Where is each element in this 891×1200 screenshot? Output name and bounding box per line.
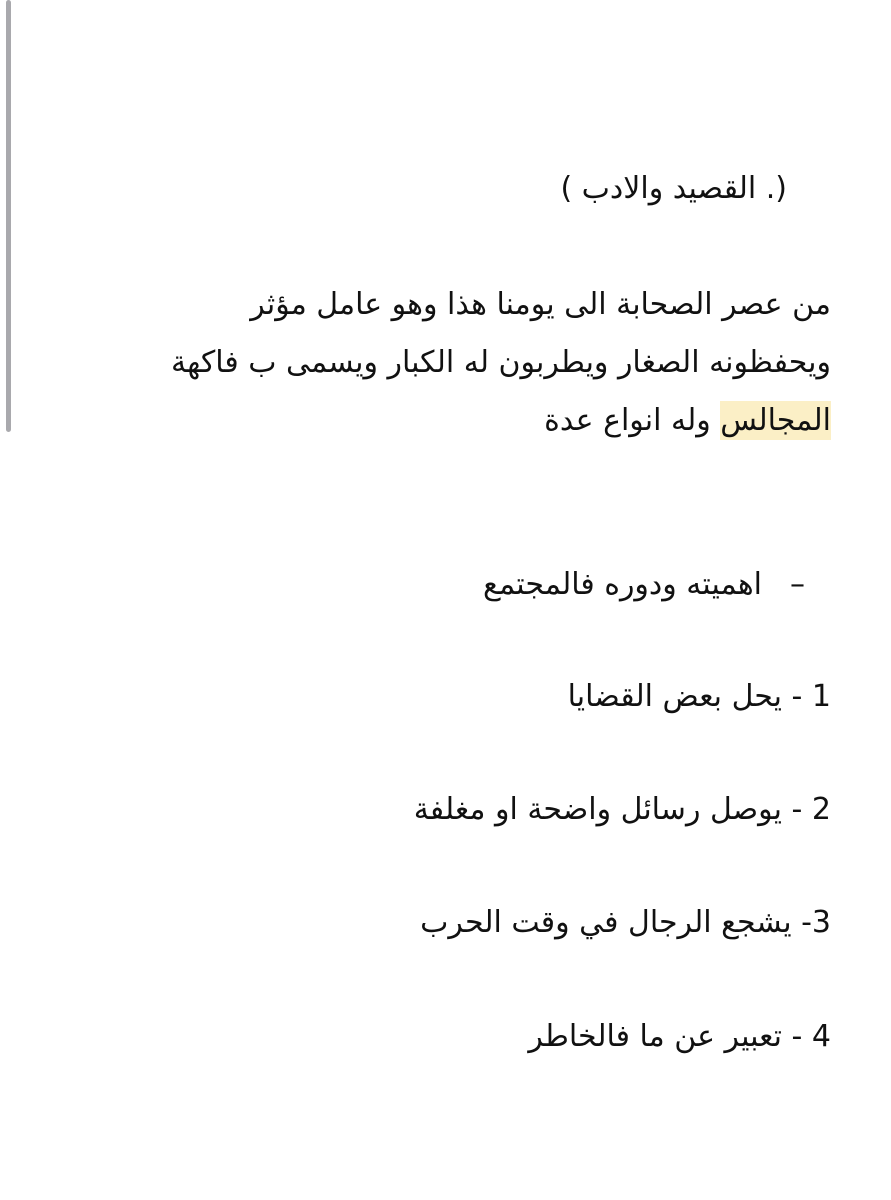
list-heading bbox=[483, 556, 805, 614]
paragraph-line-3 bbox=[544, 392, 831, 450]
list-item-2: 2 - يوصل رسائل واضحة او مغلفة bbox=[413, 792, 831, 827]
dash-bullet: – bbox=[790, 567, 805, 602]
highlighted-word: المجالس bbox=[720, 403, 831, 438]
paragraph-line-3-rest: وله انواع عدة bbox=[544, 403, 721, 438]
list-item-3: 3- يشجع الرجال في وقت الحرب bbox=[420, 905, 831, 940]
list-item-4: 4 - تعبير عن ما فالخاطر bbox=[528, 1019, 831, 1054]
list-heading-text: اهميته ودوره فالمجتمع bbox=[483, 567, 762, 602]
paragraph-line-1: من عصر الصحابة الى يومنا هذا وهو عامل مؤثر bbox=[250, 287, 831, 322]
paragraph-line-2: ويحفظونه الصغار ويطربون له الكبار ويسمى ب فاكهة bbox=[171, 345, 831, 380]
document-title: (. القصيد والادب ) bbox=[560, 171, 787, 206]
list-item-1: 1 - يحل بعض القضايا bbox=[567, 679, 831, 714]
